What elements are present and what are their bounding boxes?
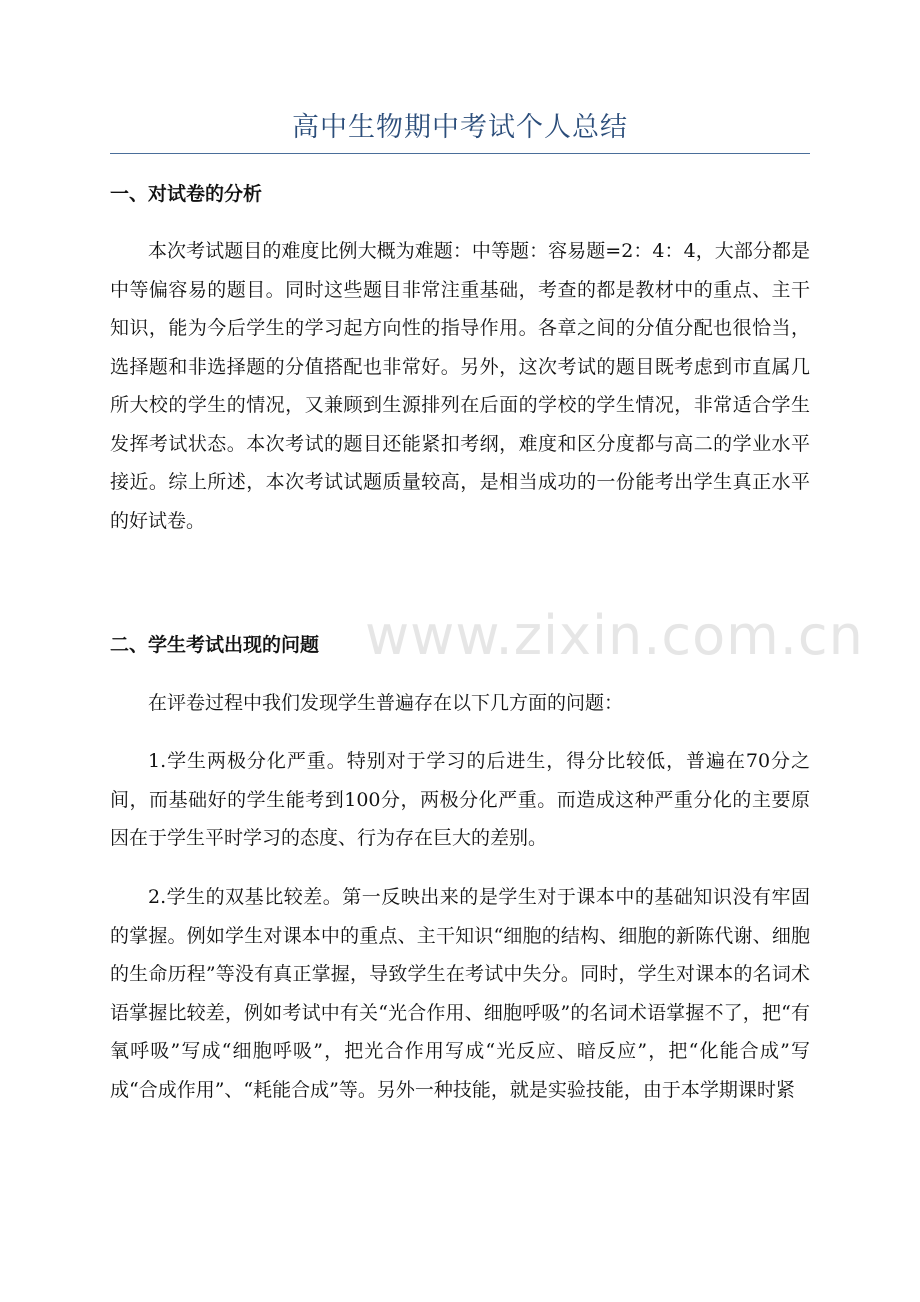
watermark: www.zixin.com.cn: [365, 604, 864, 667]
section-heading-analysis: 一、对试卷的分析: [110, 183, 263, 205]
paragraph-problem-2: 2.学生的双基比较差。第一反映出来的是学生对于课本中的基础知识没有牢固的掌握。例如学生对课本中的重点、主干知识“细胞的结构、细胞的新陈代谢、细胞的生命历程”等没有真正掌握，导致学生在考试中失分。同时，学生对课本的名词术语掌握比较差，例如考试中有关“光合作用、细胞呼吸”的名词术语掌握不了，把“有氧呼吸”写成“细胞呼吸”，把光合作用写成“光反应、暗反应”，把“化能合成”写成“合成作用”、“耗能合成”等。另外一种技能，就是实验技能，由于本学期课时紧: [110, 886, 810, 1101]
section-heading-problems: 二、学生考试出现的问题: [110, 634, 320, 656]
title-divider: [110, 153, 810, 154]
paragraph-problems-intro: 在评卷过程中我们发现学生普遍存在以下几方面的问题：: [148, 692, 624, 714]
document-title: 高中生物期中考试个人总结: [292, 112, 628, 143]
paragraph-problem-1: 1.学生两极分化严重。特别对于学习的后进生，得分比较低，普遍在70分之间，而基础好的学生能考到100分，两极分化严重。而造成这种严重分化的主要原因在于学生平时学习的态度、行为存在巨大的差别。: [110, 750, 810, 849]
paragraph-analysis: 本次考试题目的难度比例大概为难题：中等题：容易题=2：4：4，大部分都是中等偏容易的题目。同时这些题目非常注重基础，考查的都是教材中的重点、主干知识，能为今后学生的学习起方向性的指导作用。各章之间的分值分配也很恰当，选择题和非选择题的分值搭配也非常好。另外，这次考试的题目既考虑到市直属几所大校的学生的情况，又兼顾到生源排列在后面的学校的学生情况，非常适合学生发挥考试状态。本次考试的题目还能紧扣考纲，难度和区分度都与高二的学业水平接近。综上所述，本次考试试题质量较高，是相当成功的一份能考出学生真正水平的好试卷。: [110, 240, 810, 532]
